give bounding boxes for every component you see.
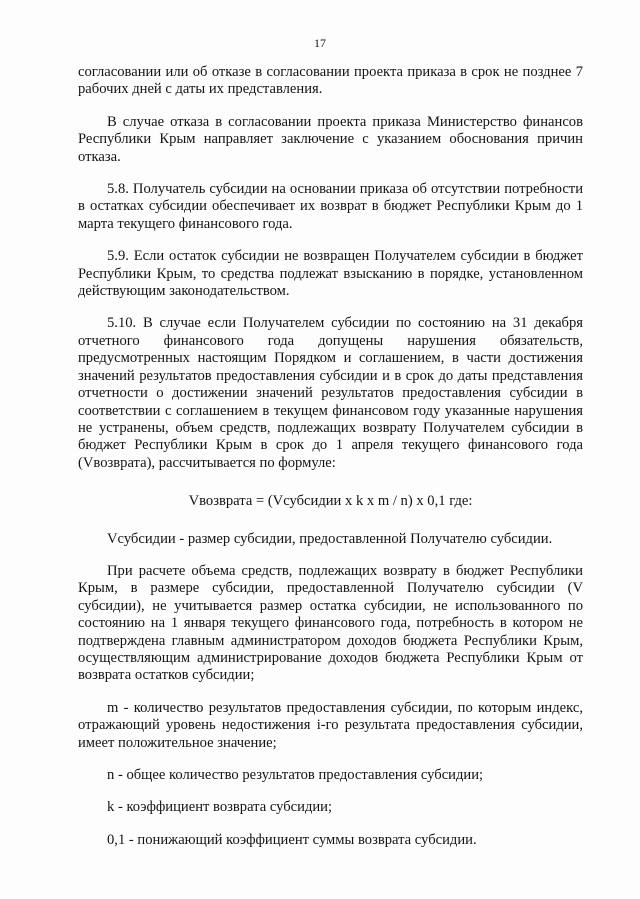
paragraph-refusal-conclusion: В случае отказа в согласовании проекта приказа Министерство финансов Республики Крым направляет заключение с указанием обоснования причин отказа.	[78, 113, 583, 165]
definition-vsubsidii: Vсубсидии - размер субсидии, предоставленной Получателю субсидии.	[107, 530, 553, 547]
page-number: 17	[314, 36, 326, 50]
paragraph-calculation-note: При расчете объема средств, подлежащих возврату в бюджет Республики Крым, в размере субсидии, предоставленной Получателю субсидии (V субсидии), не учитывается размер остатка субсидии, не использованного по состоянию на 1 января текущего финансового года, потребность в котором не подтверждена главным администратором доходов бюджета Республики Крым, осуществляющим администрирование доходов бюджета Республики Крым от возврата остатков субсидии;	[78, 562, 583, 684]
definition-m: m - количество результатов предоставления субсидии, по которым индекс, отражающий уровень недостижения i-го результата предоставления субсидии, имеет положительное значение;	[78, 699, 583, 751]
paragraph-5-10: 5.10. В случае если Получателем субсидии по состоянию на 31 декабря отчетного финансового года допущены нарушения обязательств, предусмотренных настоящим Порядком и соглашением, в части достижения значений результатов предоставления субсидии и в срок до даты представления отчетности о достижении значений результатов предоставления субсидии в соответствии с соглашением в текущем финансовом году указанные нарушения не устранены, объем средств, подлежащих возврату Получателем субсидии в бюджет Республики Крым в срок до 1 апреля текущего финансового года (Vвозврата), рассчитывается по формуле:	[78, 315, 583, 471]
definition-n: n - общее количество результатов предоставления субсидии;	[107, 767, 484, 783]
formula: Vвозврата = (Vсубсидии x k x m / n) x 0,1 где:	[188, 493, 473, 510]
document-body	[78, 64, 583, 864]
paragraph-5-8: 5.8. Получатель субсидии на основании приказа об отсутствии потребности в остатках субсидии обеспечивает их возврат в бюджет Республики Крым до 1 марта текущего финансового года.	[78, 181, 583, 232]
paragraph-5-9: 5.9. Если остаток субсидии не возвращен Получателем субсидии в бюджет Республики Крым, то средства подлежат взысканию в порядке, установленном действующим законодательством.	[78, 248, 583, 300]
definition-k: k - коэффициент возврата субсидии;	[107, 799, 333, 816]
paragraph-continuation: согласовании или об отказе в согласовании проекта приказа в срок не позднее 7 рабочих дней с даты их представления.	[78, 64, 583, 98]
definition-reduction-coefficient: 0,1 - понижающий коэффициент суммы возврата субсидии.	[107, 831, 477, 848]
